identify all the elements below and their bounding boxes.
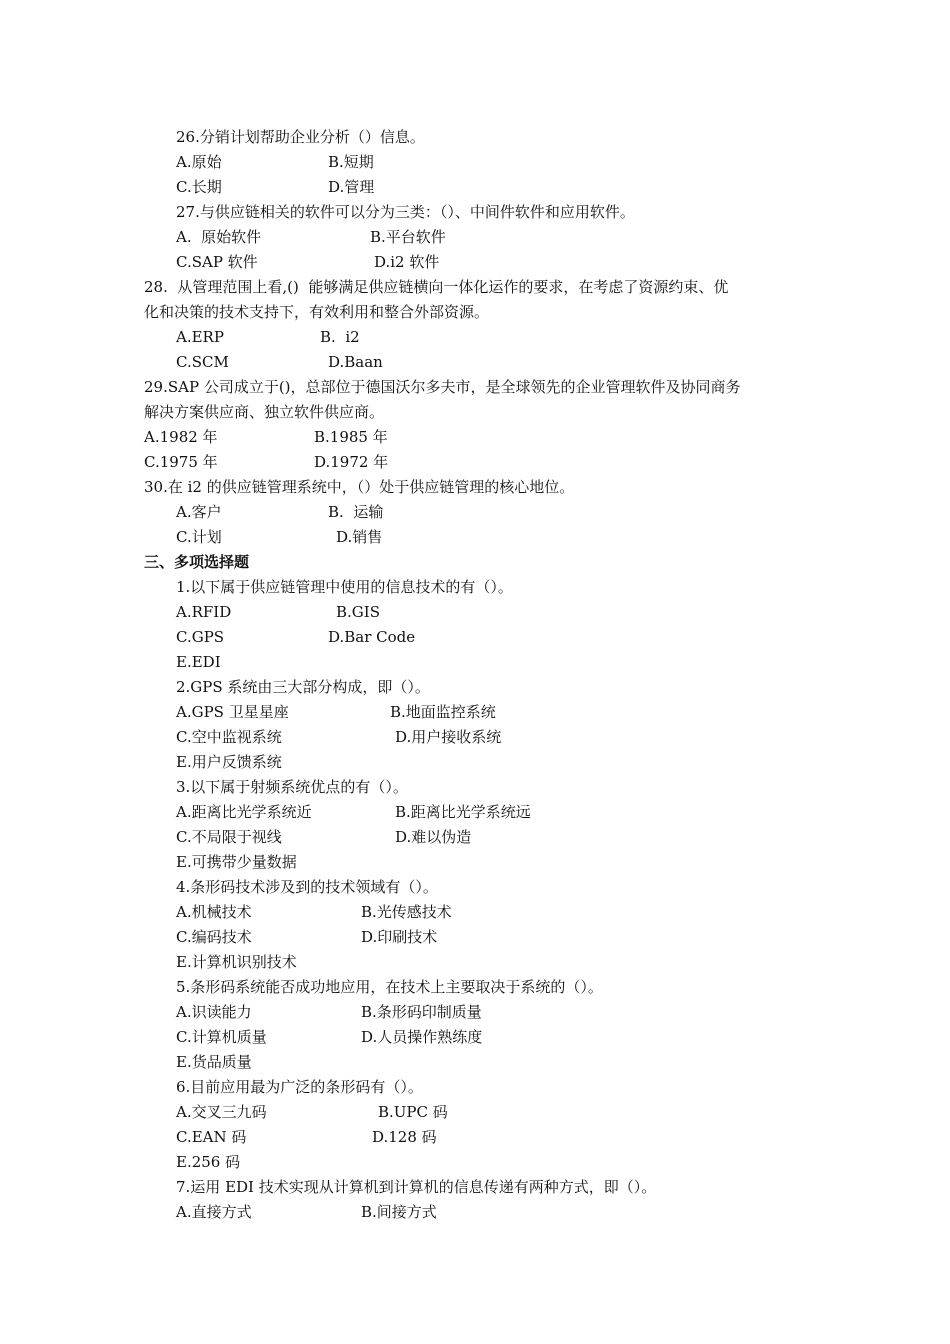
option-a: A.交叉三九码: [176, 1103, 267, 1121]
option-c: C.GPS: [176, 628, 225, 646]
option-c: C.长期: [176, 178, 222, 196]
option-b: B.1985 年: [314, 428, 388, 446]
option-c: C.SAP 软件: [176, 253, 258, 271]
option-c: C.空中监视系统: [176, 728, 282, 746]
option-b: B.间接方式: [361, 1203, 437, 1221]
question-5: 5.条形码系统能否成功地应用，在技术上主要取决于系统的（）。: [176, 978, 603, 996]
question-28: 28. 从管理范围上看,() 能够满足供应链横向一体化运作的要求，在考虑了资源约束、优: [144, 278, 729, 296]
option-c: C.不局限于视线: [176, 828, 282, 846]
option-a: A.直接方式: [176, 1203, 252, 1221]
option-d: D.用户接收系统: [395, 728, 502, 746]
question-1: 1.以下属于供应链管理中使用的信息技术的有（）。: [176, 578, 513, 596]
option-b: B.距离比光学系统远: [395, 803, 531, 821]
question-30: 30.在 i2 的供应链管理系统中，（）处于供应链管理的核心地位。: [144, 478, 575, 496]
question-4: 4.条形码技术涉及到的技术领域有（）。: [176, 878, 438, 896]
question-29: 29.SAP 公司成立于()，总部位于德国沃尔多夫市，是全球领先的企业管理软件及协同商务: [144, 378, 741, 396]
option-e: E.计算机识别技术: [176, 953, 297, 971]
option-e: E.用户反馈系统: [176, 753, 282, 771]
question-2: 2.GPS 系统由三大部分构成，即（）。: [176, 678, 430, 696]
option-c: C.SCM: [176, 353, 229, 371]
option-a: A.机械技术: [176, 903, 252, 921]
option-c: C.编码技术: [176, 928, 252, 946]
question-3: 3.以下属于射频系统优点的有（）。: [176, 778, 408, 796]
option-a: A.ERP: [176, 328, 224, 346]
option-b: B.条形码印制质量: [361, 1003, 482, 1021]
option-a: A.原始: [176, 153, 222, 171]
option-d: D.印刷技术: [361, 928, 438, 946]
option-d: D.Baan: [328, 353, 383, 371]
section-heading: 三、多项选择题: [144, 553, 250, 571]
option-d: D.Bar Code: [328, 628, 416, 646]
option-b: B.平台软件: [370, 228, 446, 246]
option-a: A.距离比光学系统近: [176, 803, 312, 821]
option-e: E.EDI: [176, 653, 221, 671]
question-6: 6.目前应用最为广泛的条形码有（）。: [176, 1078, 423, 1096]
option-c: C.EAN 码: [176, 1128, 247, 1146]
question-26: 26.分销计划帮助企业分析（）信息。: [176, 128, 425, 146]
option-a: A.识读能力: [176, 1003, 252, 1021]
option-d: D.i2 软件: [374, 253, 440, 271]
option-e: E.256 码: [176, 1153, 241, 1171]
question-29-continued: 解决方案供应商、独立软件供应商。: [144, 403, 385, 421]
option-d: D.销售: [336, 528, 383, 546]
option-d: D.人员操作熟练度: [361, 1028, 483, 1046]
question-7: 7.运用 EDI 技术实现从计算机到计算机的信息传递有两种方式，即（）。: [176, 1178, 657, 1196]
option-d: D.管理: [328, 178, 375, 196]
option-b: B.UPC 码: [378, 1103, 448, 1121]
question-27: 27.与供应链相关的软件可以分为三类：（）、中间件软件和应用软件。: [176, 203, 635, 221]
option-b: B.短期: [328, 153, 374, 171]
option-c: C.1975 年: [144, 453, 218, 471]
option-e: E.货品质量: [176, 1053, 252, 1071]
option-d: D.128 码: [372, 1128, 437, 1146]
option-a: A. 原始软件: [176, 228, 262, 246]
option-a: A.RFID: [176, 603, 232, 621]
option-a: A.客户: [176, 503, 222, 521]
option-c: C.计划: [176, 528, 222, 546]
question-28-continued: 化和决策的技术支持下，有效利用和整合外部资源。: [144, 303, 490, 321]
option-b: B.GIS: [336, 603, 380, 621]
option-d: D.难以伪造: [395, 828, 472, 846]
option-b: B.光传感技术: [361, 903, 452, 921]
option-a: A.1982 年: [144, 428, 218, 446]
option-e: E.可携带少量数据: [176, 853, 297, 871]
option-b: B. i2: [320, 328, 360, 346]
option-b: B. 运输: [328, 503, 384, 521]
option-d: D.1972 年: [314, 453, 389, 471]
option-a: A.GPS 卫星星座: [176, 703, 289, 721]
option-b: B.地面监控系统: [390, 703, 496, 721]
option-c: C.计算机质量: [176, 1028, 267, 1046]
